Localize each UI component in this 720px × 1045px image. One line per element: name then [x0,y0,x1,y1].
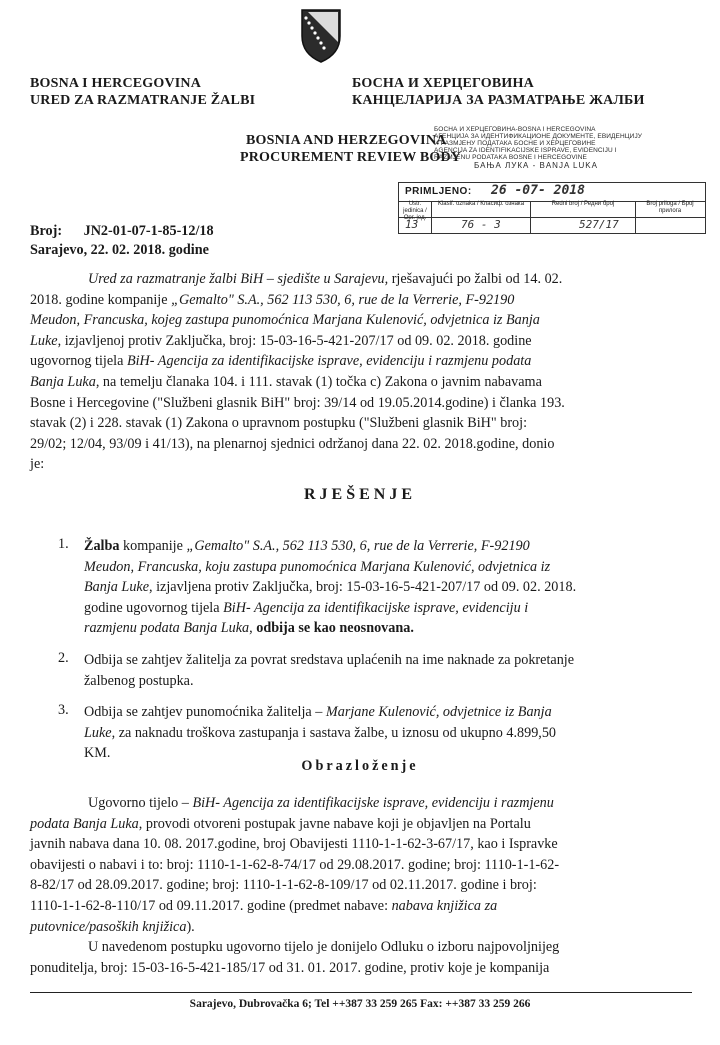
reference-label: Broj: [30,223,63,239]
item-1-text: Žalba kompanije „Gemalto" S.A., 562 113 530, 6, rue de la Verrerie, F-92190 Meudon, Francuska, koju zastupa punomoćnica Marjana Kulenović, odvjetnica iz Banja Luke, izjavljena protiv Zaključka, broj: 15-03-16-5-421-207/17 od 09. 02. 2018. godine ugovornog tijela BiH- Agencija za identifikacijske isprave, evidenciju i razmjenu podata Banja Luka, odbija se kao neosnovana. [84,538,577,637]
intro-paragraph: Ured za razmatranje žalbi BiH – sjedište u Sarajevu, rješavajući po žalbi od 14. 02. 2018. godine kompanije „Gemalto" S.A., 562 113 530, 6, rue de la Verrerie, F-92190 Meudon, Francuska, kojeg zastupa punomoćnica Marjana Kulenović, odvjetnica iz Banja Luke, izjavljenoj protiv Zaključka, broj: 15-03-16-5-421-207/17 od 09. 02. 2018. godine ugovornog tijela BiH- Agencija za identifikacijske isprave, evidenciju i razmjenu podata Banja Luka, na temelju članaka 104. i 111. stavak (1) točka c) Zakona o javnim nabavama Bosne i Hercegovine ("Službeni glasnik BiH" broj: 39/14 od 19.05.2014.godine) i članka 193. stavak (2) i 228. stavak (1) Zakona o upravnom postupku ("Službeni glasnik BiH" broj: 29/02; 12/04, 93/09 i 41/13), na plenarnoj sjednici održanoj dana 22. 02. 2018.godine, donio je: [30,271,565,473]
decision-title: RJEŠENJE [303,486,417,503]
footer-divider [30,992,692,993]
stamp-col-unit: Ustr. jedinica / Орг. јед. [399,201,432,217]
place-date: Sarajevo, 22. 02. 2018. godine [30,242,209,258]
reasoning-paragraph: Ugovorno tijelo – BiH- Agencija za identifikacijske isprave, evidenciju i razmjenu podata Banja Luka, provodi otvoreni postupak javne nabave koji je objavljen na Portalu javnih nabava dana 10. 08. 2017.godine, broj Obavijesti 1110-1-1-62-3-67/17, kao i Ispravke obavijesti o nabavi i to: broj: 1110-1-1-62-8-74/17 od 29.08.2017. godine; broj: 1110-1-1-62- 8-82/17 od 28.09.2017. godine; broj: 1110-1-1-62-8-109/17 od 02.11.2017. godine i broj: 1110-1-1-62-8-110/17 od 09.11.2017. godine (predmet nabave: nabava knjižica za putovnice/pasoških knjižica). U navedenom postupku ugovorno tijelo je donijelo Odluku o izboru najpovoljnijeg ponuditelja, broj: 15-03-16-5-421-185/17 od 31. 01. 2017. godine, protiv koje je kompanija [30,795,560,976]
header-right-line1: БОСНА И ХЕРЦЕГОВИНА [352,76,534,91]
header-en-line2: PROCUREMENT REVIEW BODY [240,150,462,165]
header-left-line2: URED ZA RAZMATRANJE ŽALBI [30,93,256,108]
reference-value: JN2-01-07-1-85-12/18 [83,223,214,239]
reference-number [30,223,214,240]
stamp-received-label: PRIMLJENO: [405,186,472,197]
reasoning-title: Obrazloženje [301,758,419,774]
stamp-col-class: Klasif. oznaka / Класиф. ознака [432,201,531,217]
receipt-stamp [398,182,706,234]
item-3-text: Odbija se zahtjev punomoćnika žalitelja – Marjane Kulenović, odvjetnice iz Banja Luke, za naknadu troškova zastupanja i sastava žalbe, u iznosu od ukupno 4.899,50 KM. [84,704,557,762]
stamp-val-number: 527/17 [579,218,619,231]
stamp-col-number: Redni broj / Редни број [531,201,636,217]
receipt-stamp-header: БОСНА И ХЕРЦЕГОВИНА-BOSNA I HERCEGOVINA АГЕНЦИЈА ЗА ИДЕНТИФИКАЦИОНЕ ДОКУМЕНТЕ, ЕВИДЕНЦИЈУ И РАЗМЈЕНУ ПОДАТАКА БОСНЕ И ХЕРЦЕГОВИНЕ AGENCIJA ZA IDENTIFIKACIJSKE ISPRAVE, EVIDENCIJU I RAZMJENU PODATAKA BOSNE I HERCEGOVINE БАЊА ЛУКА - BANJA LUKA [434,126,643,170]
item-1-number: 1. [58,536,69,552]
item-3-number: 3. [58,702,69,718]
header-right-line2: КАНЦЕЛАРИЈА ЗА РАЗМАТРАЊЕ ЖАЛБИ [352,93,645,108]
coat-of-arms-icon [300,8,342,64]
stamp-val-unit: 13 [405,218,419,231]
item-2-number: 2. [58,650,69,666]
header-left-line1: BOSNA I HERCEGOVINA [30,76,202,91]
footer-contact: Sarajevo, Dubrovačka 6; Tel ++387 33 259 265 Fax: ++387 33 259 266 [189,998,531,1010]
item-2-text: Odbija se zahtjev žalitelja za povrat sredstava uplaćenih na ime naknade za pokretanje žalbenog postupka. [84,652,575,689]
header-en-line1: BOSNIA AND HERZEGOVINA [246,133,447,148]
stamp-val-class: 76 - 3 [461,218,501,231]
stamp-col-attachments: Broj priloga / Број прилога [646,201,694,214]
stamp-received-date: 26 -07- 2018 [491,183,585,198]
